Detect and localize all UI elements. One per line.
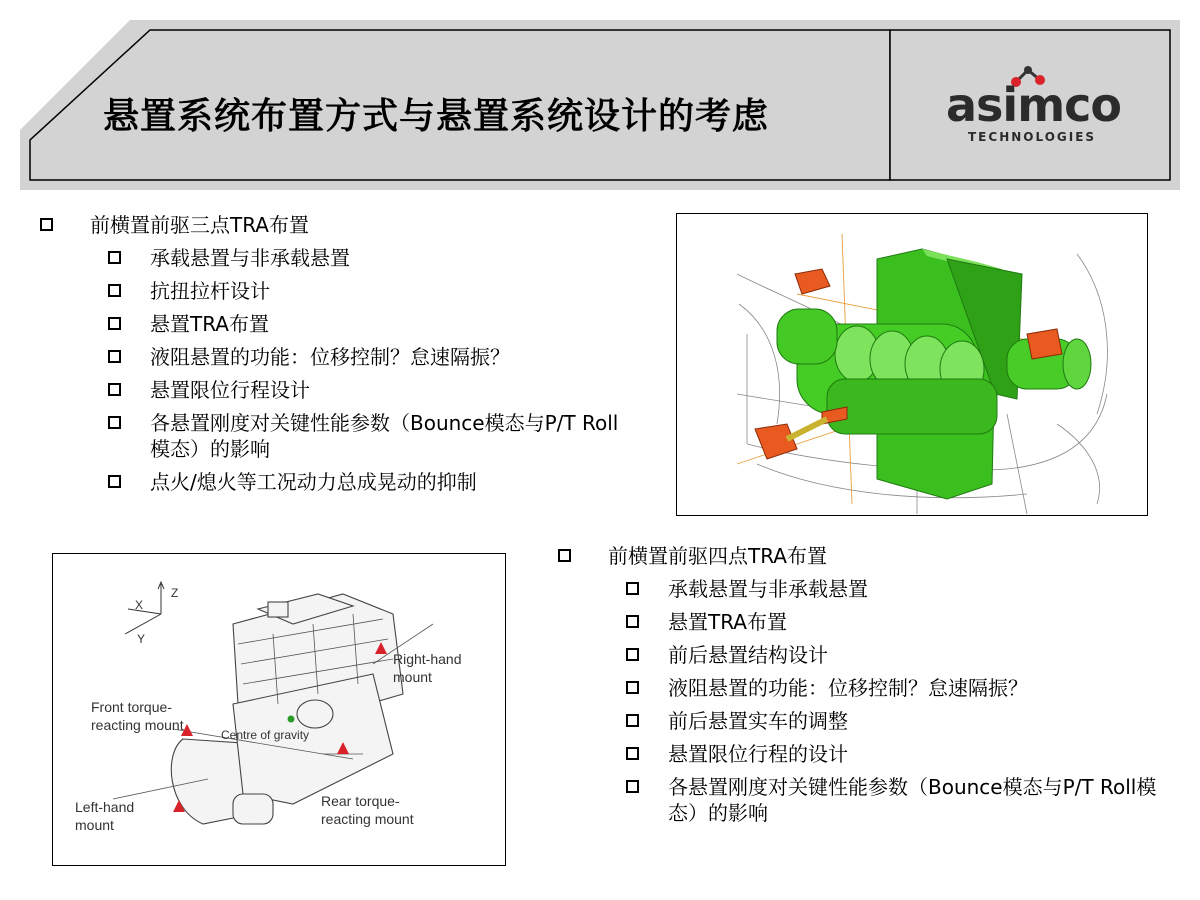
centre-of-gravity-label: Centre of gravity	[221, 728, 310, 742]
rear-torque-mount-label: Rear torque- reacting mount	[321, 793, 414, 827]
list-item-text: 液阻悬置的功能：位移控制？怠速隔振？	[668, 676, 1028, 700]
page-title: 悬置系统布置方式与悬置系统设计的考虑	[103, 96, 770, 137]
square-bullet-icon	[626, 681, 639, 694]
list-item	[108, 410, 620, 462]
list-item-text: 前后悬置结构设计	[668, 643, 828, 667]
square-bullet-icon	[626, 648, 639, 661]
axis-y-label: Y	[137, 632, 146, 646]
square-bullet-icon	[108, 416, 121, 429]
list-item	[626, 708, 1178, 734]
list-item	[108, 311, 660, 337]
bullet-list-four-point	[558, 543, 1178, 826]
list-heading-text: 前横置前驱四点TRA布置	[608, 544, 827, 568]
list-item	[108, 245, 660, 271]
square-bullet-icon	[108, 284, 121, 297]
list-item-text: 悬置TRA布置	[668, 610, 787, 634]
list-item	[108, 377, 660, 403]
list-item-text: 抗扭拉杆设计	[150, 279, 270, 303]
figure-engine-3d-model	[676, 213, 1148, 516]
list-item	[626, 576, 1178, 602]
axis-x-label: X	[135, 598, 144, 612]
square-bullet-icon	[108, 475, 121, 488]
list-item	[626, 675, 1178, 701]
list-item-text: 悬置限位行程的设计	[668, 742, 848, 766]
list-item-text: 前后悬置实车的调整	[668, 709, 848, 733]
list-item	[626, 741, 1178, 767]
list-item	[626, 774, 1158, 826]
square-bullet-icon	[40, 218, 53, 231]
list-item	[626, 609, 1178, 635]
list-item-text: 各悬置刚度对关键性能参数（Bounce模态与P/T Roll模态）的影响	[150, 411, 619, 461]
square-bullet-icon	[626, 615, 639, 628]
list-item	[626, 642, 1178, 668]
list-heading	[40, 212, 660, 238]
square-bullet-icon	[108, 317, 121, 330]
square-bullet-icon	[108, 251, 121, 264]
list-item-text: 液阻悬置的功能：位移控制？怠速隔振？	[150, 345, 510, 369]
left-hand-mount-label: Left-hand mount	[75, 799, 135, 833]
list-item-text: 点火/熄火等工况动力总成晃动的抑制	[150, 470, 477, 494]
engine-3d-illustration	[677, 214, 1148, 516]
square-bullet-icon	[626, 747, 639, 760]
square-bullet-icon	[108, 383, 121, 396]
square-bullet-icon	[558, 549, 571, 562]
figure-engine-mount-diagram	[52, 553, 506, 866]
square-bullet-icon	[626, 780, 639, 793]
square-bullet-icon	[626, 714, 639, 727]
list-item	[108, 278, 660, 304]
list-item-text: 承载悬置与非承载悬置	[150, 246, 350, 270]
axis-z-label: Z	[171, 586, 179, 600]
front-torque-mount-label: Front torque- reacting mount	[91, 699, 184, 733]
list-item-text: 承载悬置与非承载悬置	[668, 577, 868, 601]
list-item	[108, 469, 660, 495]
list-item-text: 悬置TRA布置	[150, 312, 269, 336]
logo-subtitle: TECHNOLOGIES	[968, 130, 1097, 144]
bullet-list-three-point	[40, 212, 660, 495]
list-item-text: 悬置限位行程设计	[150, 378, 310, 402]
list-item-text: 各悬置刚度对关键性能参数（Bounce模态与P/T Roll模态）的影响	[668, 775, 1157, 825]
square-bullet-icon	[626, 582, 639, 595]
list-heading-text: 前横置前驱三点TRA布置	[90, 213, 309, 237]
list-item	[108, 344, 660, 370]
company-logo	[890, 30, 1170, 180]
list-heading	[558, 543, 1178, 569]
right-hand-mount-label: Right-hand mount	[393, 651, 462, 685]
square-bullet-icon	[108, 350, 121, 363]
logo-wordmark: asimco	[946, 78, 1121, 132]
